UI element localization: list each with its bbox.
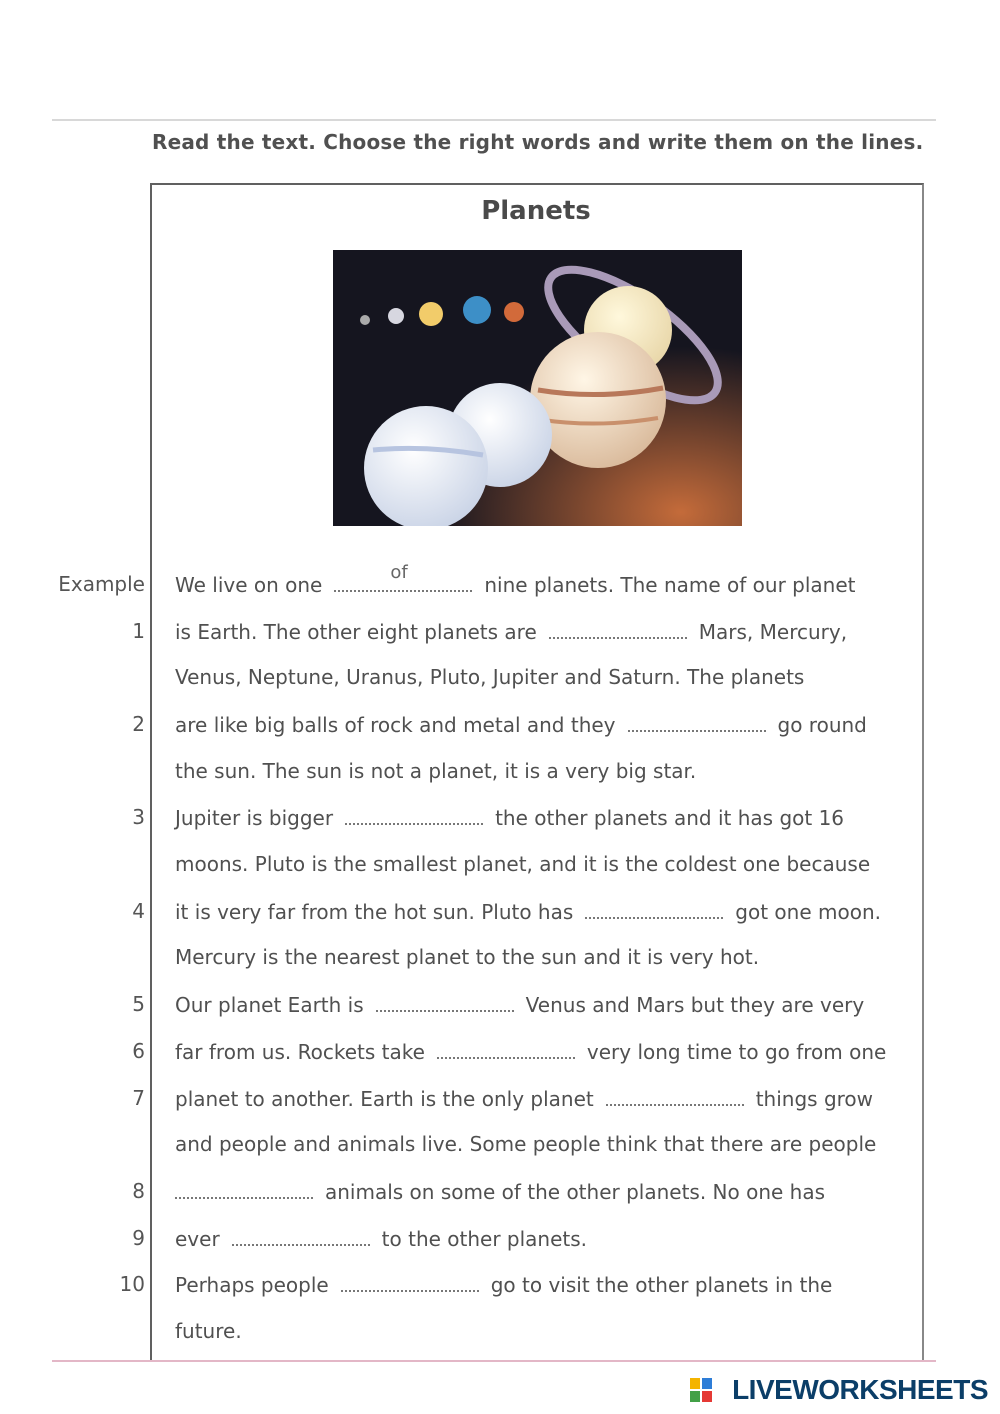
text-line: is Earth. The other eight planets are Mars, Mercury, [175, 620, 848, 644]
text-line: Jupiter is bigger the other planets and it has got 16 [175, 806, 845, 830]
question-number: 8 [132, 1179, 145, 1203]
question-number: 10 [119, 1272, 145, 1296]
answer-blank-3[interactable] [345, 805, 483, 825]
question-number: 7 [132, 1086, 145, 1110]
text-line: ever to the other planets. [175, 1227, 588, 1251]
top-divider [52, 119, 936, 121]
example-label: Example [58, 572, 145, 596]
answer-blank-9[interactable] [232, 1226, 370, 1246]
text-line: planet to another. Earth is the only planet things grow [175, 1087, 874, 1111]
instruction-text: Read the text. Choose the right words and write them on the lines. [152, 130, 924, 154]
answer-blank-7[interactable] [606, 1086, 744, 1106]
text-line: it is very far from the hot sun. Pluto has got one moon. [175, 900, 881, 924]
brand-logo: LIVEWORKSHEETS [732, 1374, 988, 1405]
text-line-example: We live on one of nine planets. The name of our planet [175, 562, 856, 597]
text-line: future. [175, 1319, 242, 1343]
question-number: 1 [132, 619, 145, 643]
answer-blank-8[interactable] [175, 1179, 313, 1199]
text-line: Venus, Neptune, Uranus, Pluto, Jupiter and Saturn. The planets [175, 665, 805, 689]
text-line: animals on some of the other planets. No one has [175, 1179, 825, 1204]
question-number: 3 [132, 805, 145, 829]
page-title: Planets [481, 196, 591, 226]
question-number: 4 [132, 899, 145, 923]
question-number: 9 [132, 1226, 145, 1250]
question-number: 6 [132, 1039, 145, 1063]
text-line: far from us. Rockets take very long time to go from one [175, 1040, 887, 1064]
answer-blank-1[interactable] [549, 619, 687, 639]
bottom-divider [52, 1360, 936, 1362]
answer-blank-10[interactable] [341, 1272, 479, 1292]
example-blank: of [334, 572, 472, 592]
answer-blank-2[interactable] [628, 712, 766, 732]
question-number: 5 [132, 992, 145, 1016]
answer-blank-4[interactable] [585, 899, 723, 919]
text-line: moons. Pluto is the smallest planet, and it is the coldest one because [175, 852, 871, 876]
text-line: Perhaps people go to visit the other planets in the [175, 1273, 833, 1297]
answer-blank-6[interactable] [437, 1039, 575, 1059]
liveworksheets-logo-icon [690, 1378, 712, 1402]
text-line: and people and animals live. Some people think that there are people [175, 1132, 877, 1156]
text-line: the sun. The sun is not a planet, it is a very big star. [175, 759, 697, 783]
answer-blank-5[interactable] [376, 992, 514, 1012]
planets-image [333, 250, 742, 526]
text-line: Mercury is the nearest planet to the sun and it is very hot. [175, 945, 760, 969]
question-number: 2 [132, 712, 145, 736]
text-line: Our planet Earth is Venus and Mars but they are very [175, 993, 865, 1017]
text-line: are like big balls of rock and metal and they go round [175, 713, 867, 737]
